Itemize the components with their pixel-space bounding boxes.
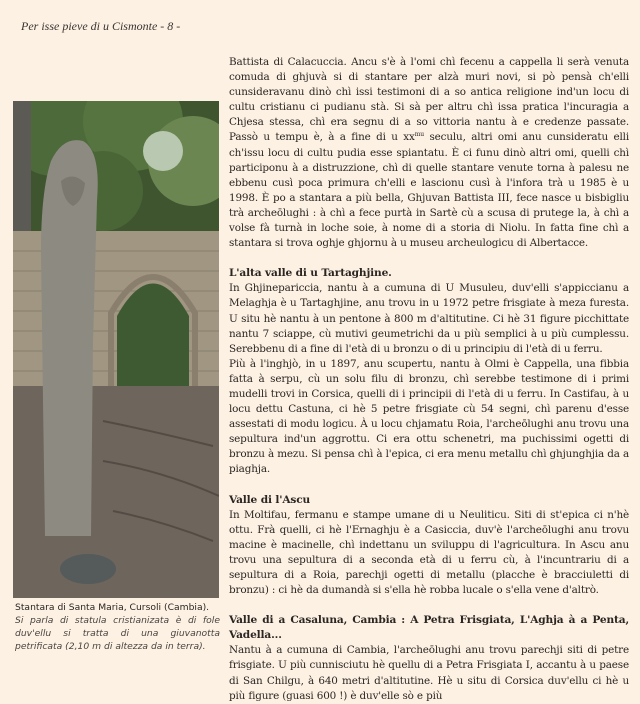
paragraph: Più à l'inghjò, in u 1897, anu scupertu, nantu à Olmi è Cappella, una fibbia fatta à serpu, cù un solu filu di bronzu, chì serebbe testimone di i primi mudelli trovi in Corsica, quelli di i principii di l'età di u ferru. In Castifau, à u locu dettu Castuna, ci hè 5 petre frisgiate cù 54 segni, chì parenu d'esse assestati di modu logicu. À u locu chjamatu Roia, l'archeōlughi anu trovu una sepultura ind'un aggrottu. Ci era ottu schenetri, ma puchissimi ogetti di bronzu à mezu. Si pensa chì à l'epica, ci era menu metallu chì ghjunghjia da a piaghja. [229,357,629,476]
figure-caption [15,601,220,653]
paragraph: In Moltifau, fermanu e stampe umane di u Neuliticu. Siti di st'epica ci n'hè ottu. Frà quelli, ci hè l'Ernaghju è a Casiccia, duv'è l'archeōlughi anu trovu macine è macinelle, chì indettanu un sviluppu di l'agricultura. In Ascu anu trovu una sepultura di a seconda età di u ferru cù, à l'incuntrariu di a sepultura di a Roia, parechji ogetti di metallu (placche è bracciuletti di bronzu) : ci hè da dumandà si s'ella hè robba lucale o s'ella vene d'altrò. [229,508,629,597]
caption-title: Stantara di Santa Maria, Cursoli (Cambia). [15,602,210,613]
section-heading-ascu: Valle di l'Ascu [229,493,311,506]
intro-paragraph [229,55,629,251]
section-heading-tartaghjine: L'alta valle di u Tartaghjine. [229,267,392,280]
photo-illustration [13,101,219,598]
intro-text-part-2: seculu, altri omi anu cunsideratu elli ch'issu locu di cultu pudia esse spiantatu. È ci funu dinò altri omi, quelli chì participonu à a distruzzione, chì di quelle stantare venute torna à palesu ne ebbenu cusì poca primura ch'elli e lascionu cusì à l'infora trà u 1985 è u 1998. È po a stantara a più bella, Ghjuvan Battista III, fece nasce u bisbigliu trà archeōlughi : à chì a fece purtà in Sartè cù a scusa di prutege la, à chì a volse fà turnà in loche soie, à nome di a storia di Niolu. In fatta fine chì a stantara si trova oghje ghjornu à u museu archeulogicu di Albertacce. [229,131,629,250]
section-heading-casaluna: Valle di a Casaluna, Cambia : A Petra Frisgiata, L'Aghja à a Penta, Vadella... [229,614,629,642]
paragraph: Nantu à a cumuna di Cambia, l'archeōlughi anu trovu parechji siti di petre frisgiate. U più cunnisciutu hè quellu di a Petra Frisgiata I, accantu à u paese di San Chilgu, à 640 metri d'altitutine. Hè u situ di Corsica duv'ellu ci hè u più figure (guasi 600 !) è duv'elle sò e più [229,644,629,702]
century-superscript: mu [414,131,424,139]
intro-text-part-1: Battista di Calacuccia. Ancu s'è à l'omi chì fecenu a cappella li serà venuta comuda di ghjuvà si di stantare per alzà muri novi, si pò pensà ch'elli cunsideravanu dinò chì issi testimoni di a so antica religione ind'un locu di cultu cristianu ci pudianu stà. Si sà per altru chì issa pratica l'incuragia a Chjesa stessa, chì era segnu di a so vittoria nantu à e credenze passate. Passò u tempu è, à a fine di u xx [229,56,629,144]
paragraph: In Ghjinepariccia, nantu à a cumuna di U Musuleu, duv'elli s'appiccianu a Melaghja è u Tartaghjine, anu trovu in u 1972 petre frisgiate à meza furesta. U situ hè nantu à un pentone à 800 m d'altitutine. Ci hè 31 figure picchittate nantu 7 sciappe, cù mutivi geumetrichi da u più semplici à u più cumplessu. Serebbenu di a fine di l'età di u bronzu o di u principiu di l'età di u ferru. [229,282,629,355]
running-header: Per isse pieve di u Cismonte - 8 - [21,19,181,33]
caption-text: Si parla di statula cristianizata è di fole duv'ellu si tratta di una giuvanotta petrificata (2,10 m di altezza da in terra). [15,615,220,652]
article-body [229,55,629,704]
statue-menhir-photo [13,101,219,598]
